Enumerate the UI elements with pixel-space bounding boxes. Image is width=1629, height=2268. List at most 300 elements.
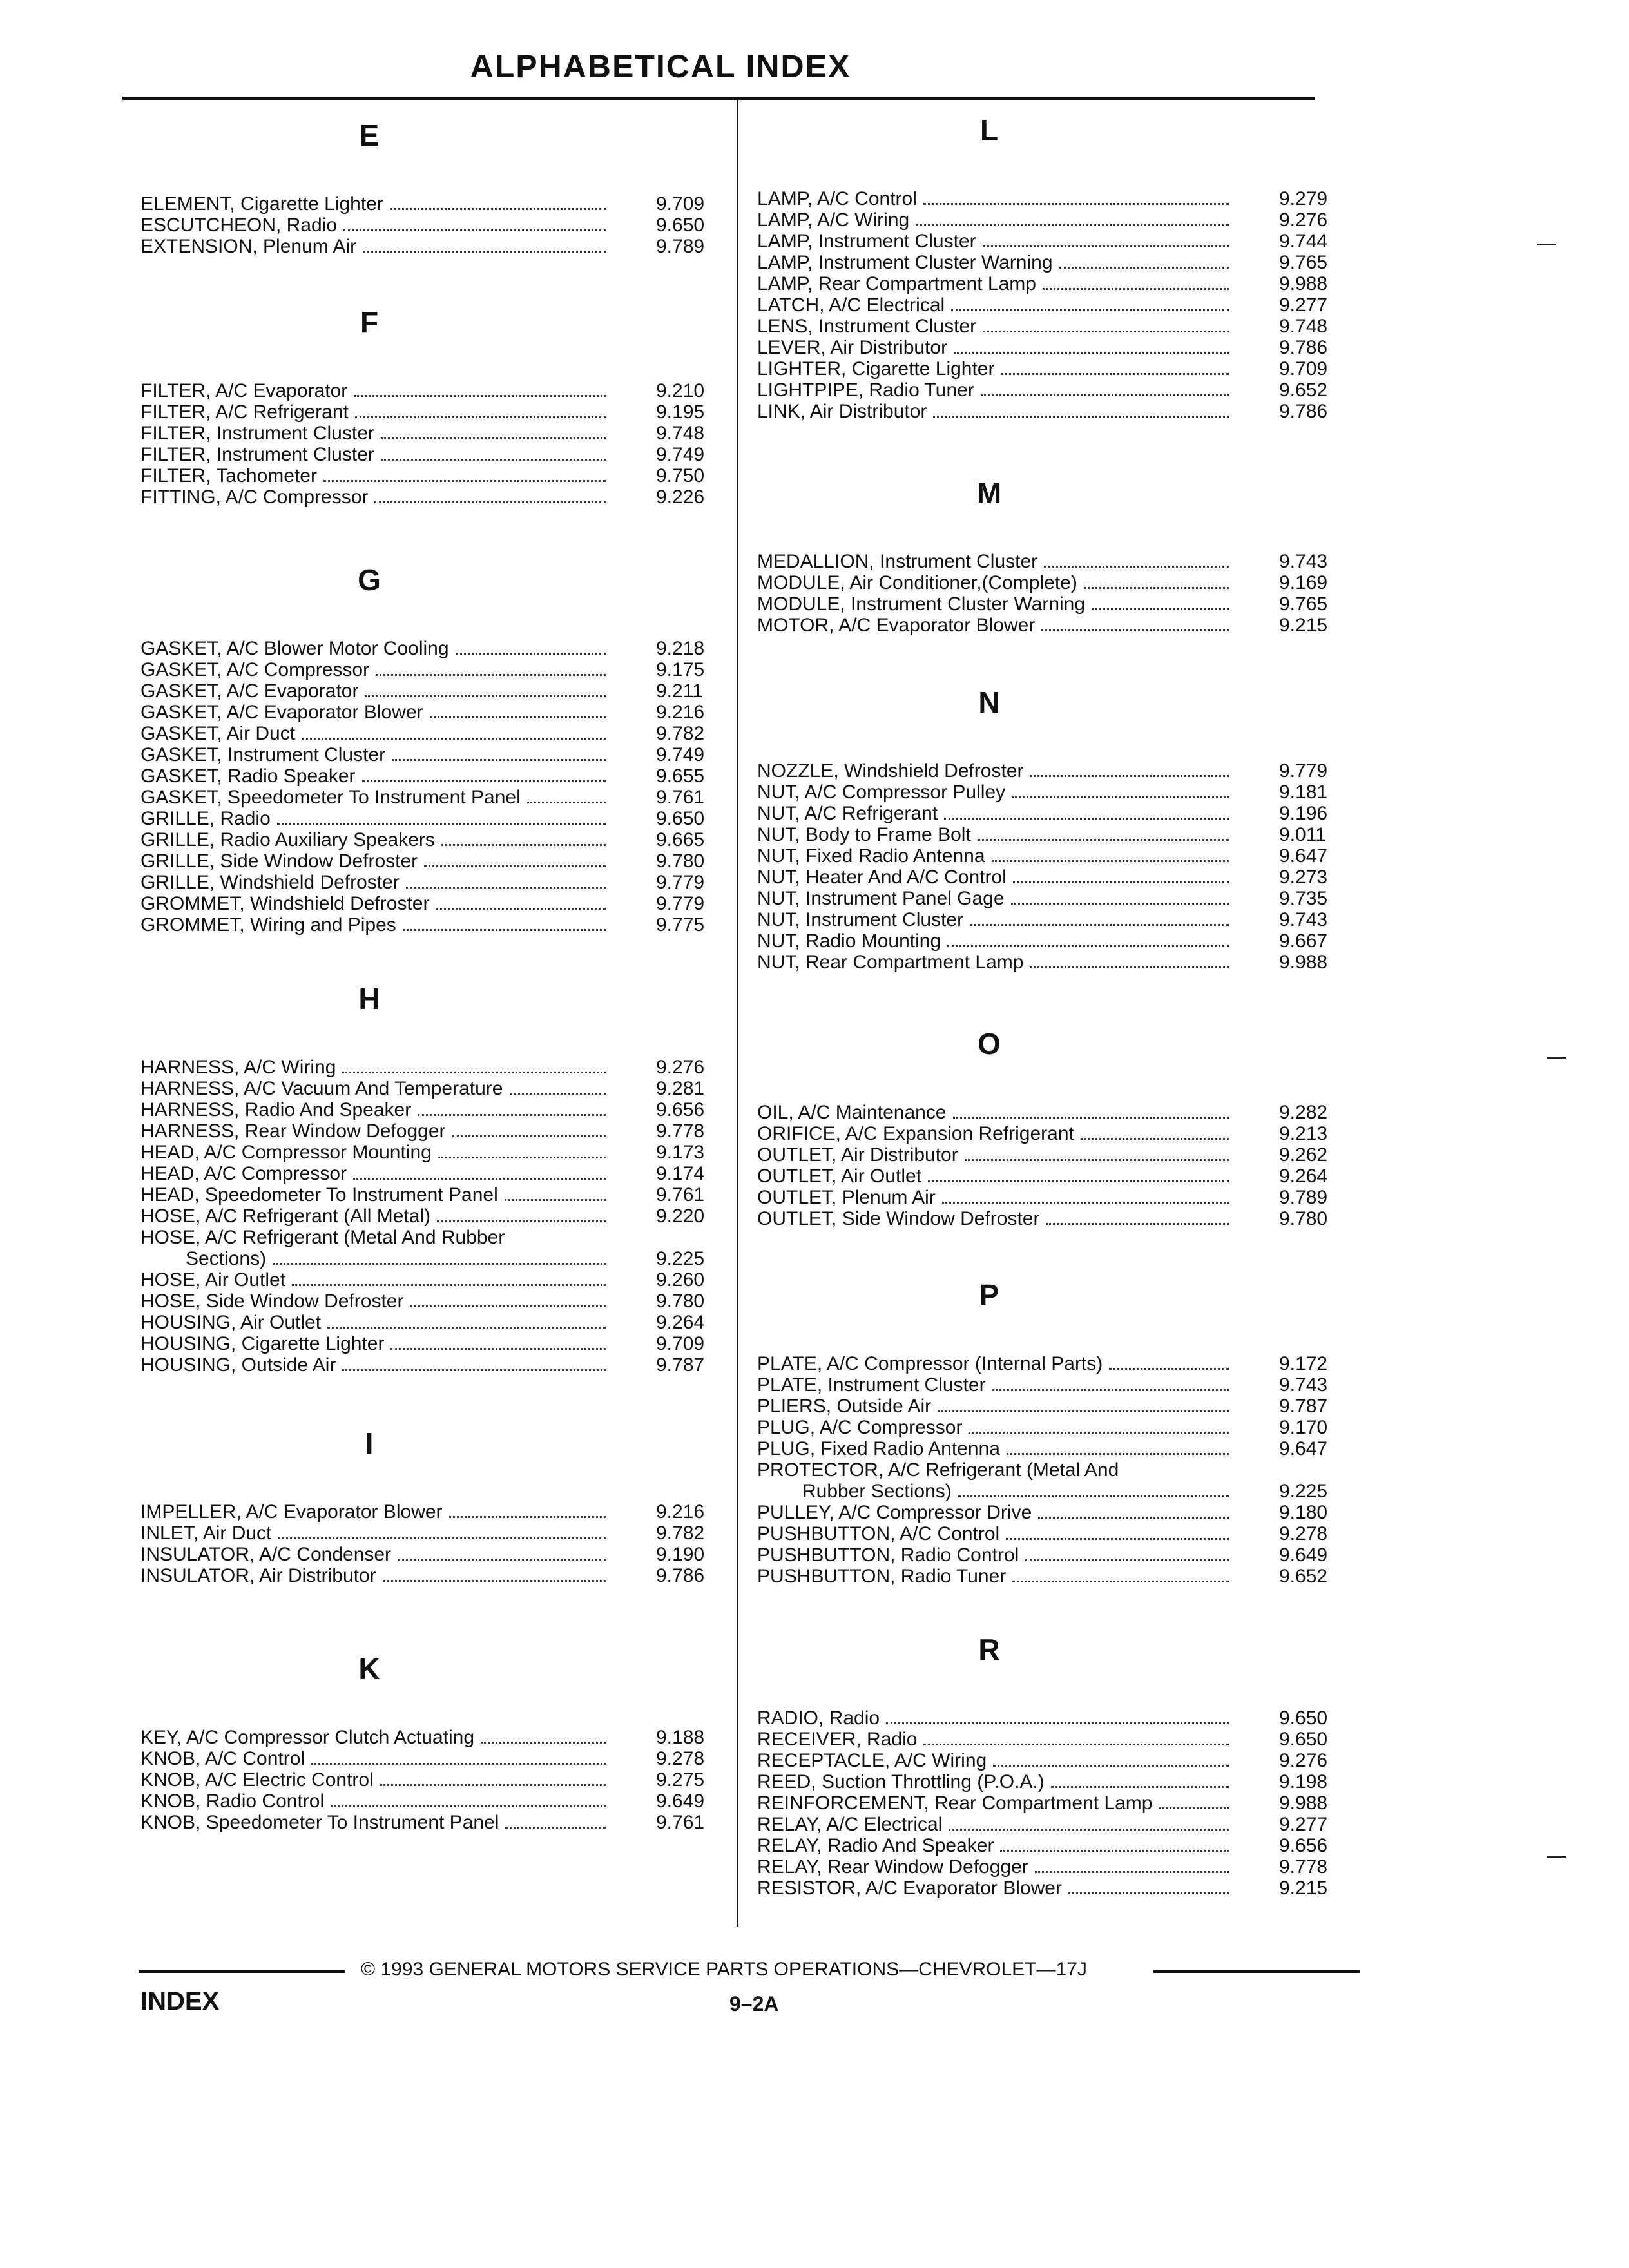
entry-name: LAMP, A/C Wiring	[757, 209, 910, 231]
entry-name: LIGHTPIPE, Radio Tuner	[757, 380, 974, 401]
entry-page-number: 9.277	[1279, 1814, 1328, 1835]
leader-dots	[390, 1348, 606, 1350]
leader-dots	[311, 1763, 606, 1765]
leader-dots	[958, 1495, 1229, 1497]
entry-name: FILTER, Instrument Cluster	[140, 444, 374, 465]
index-section-m	[757, 474, 1356, 636]
index-entry	[140, 1748, 733, 1769]
entry-name: PLATE, A/C Compressor (Internal Parts)	[757, 1353, 1103, 1374]
entry-page-number: 9.649	[1279, 1544, 1328, 1566]
entry-name: LAMP, A/C Control	[757, 188, 917, 209]
index-entry	[140, 829, 733, 850]
page-title: ALPHABETICAL INDEX	[470, 48, 851, 84]
title-rule	[122, 97, 1315, 100]
entry-page-number: 9.273	[1279, 867, 1328, 888]
entry-page-number: 9.215	[1279, 615, 1328, 636]
index-entry	[140, 1333, 733, 1354]
index-entry	[140, 1501, 733, 1523]
entry-page-number: 9.216	[656, 1501, 705, 1523]
index-entry	[757, 1481, 1356, 1502]
index-entry	[140, 1142, 733, 1163]
entry-name: KNOB, A/C Control	[140, 1748, 305, 1769]
index-entry	[757, 1374, 1356, 1396]
entry-page-number: 9.652	[1279, 380, 1328, 401]
section-letter: I	[365, 1427, 374, 1460]
entry-page-number: 9.281	[656, 1078, 705, 1099]
entry-name: HOUSING, Cigarette Lighter	[140, 1333, 385, 1354]
leader-dots	[1030, 775, 1229, 777]
index-entry	[140, 193, 733, 215]
leader-dots	[381, 437, 606, 439]
entry-name: LAMP, Instrument Cluster Warning	[757, 252, 1053, 273]
entry-page-number: 9.211	[656, 680, 703, 702]
entry-name: LAMP, Instrument Cluster	[757, 231, 976, 252]
leader-dots	[380, 1784, 606, 1786]
leader-dots	[1051, 1786, 1229, 1788]
leader-dots	[886, 1722, 1229, 1724]
leader-dots	[1000, 1850, 1229, 1852]
leader-dots	[923, 203, 1229, 205]
leader-dots	[1038, 1517, 1229, 1519]
entry-name: HOSE, A/C Refrigerant (Metal And Rubber	[140, 1227, 505, 1248]
entry-page-number: 9.779	[656, 872, 705, 893]
leader-dots	[406, 887, 606, 889]
entry-name: GROMMET, Wiring and Pipes	[140, 914, 396, 936]
index-section-i	[140, 1424, 733, 1586]
entry-page-number: 9.210	[656, 380, 705, 401]
entry-name: OUTLET, Air Distributor	[757, 1144, 958, 1166]
leader-dots	[1159, 1807, 1229, 1809]
index-entry	[140, 1078, 733, 1099]
column-divider	[737, 97, 738, 1927]
entry-name: PLUG, A/C Compressor	[757, 1417, 963, 1438]
leader-dots	[1084, 587, 1229, 589]
entry-name: IMPELLER, A/C Evaporator Blower	[140, 1501, 443, 1523]
leader-dots	[970, 924, 1229, 926]
index-section-o	[757, 1024, 1356, 1229]
index-entry	[140, 1269, 733, 1291]
index-entry	[140, 1206, 733, 1227]
index-entry	[757, 1144, 1356, 1166]
index-section-k	[140, 1649, 733, 1833]
section-letter: R	[978, 1633, 1000, 1666]
leader-dots	[418, 1114, 606, 1116]
entry-page-number: 9.225	[656, 1248, 705, 1269]
index-entry	[140, 380, 733, 401]
index-entry	[757, 803, 1356, 824]
index-entry	[140, 444, 733, 465]
entry-name: ESCUTCHEON, Radio	[140, 215, 338, 236]
leader-dots	[362, 780, 606, 782]
entry-name: RELAY, Radio And Speaker	[757, 1835, 994, 1856]
leader-dots	[374, 501, 606, 503]
index-entry	[757, 1502, 1356, 1523]
index-entry	[757, 1566, 1356, 1587]
index-entry	[757, 930, 1356, 952]
entry-name: HEAD, A/C Compressor Mounting	[140, 1142, 432, 1163]
entry-page-number: 9.264	[1279, 1166, 1328, 1187]
entry-page-number: 9.748	[656, 423, 705, 444]
entry-name: GASKET, A/C Blower Motor Cooling	[140, 638, 449, 659]
leader-dots	[342, 1369, 606, 1371]
index-entry	[140, 486, 733, 508]
index-entry	[757, 952, 1356, 973]
entry-page-number: 9.782	[656, 723, 705, 744]
leader-dots	[978, 839, 1229, 841]
leader-dots	[278, 1537, 606, 1539]
leader-dots	[1006, 1538, 1229, 1540]
entry-name: HOUSING, Outside Air	[140, 1354, 336, 1376]
entry-name: PULLEY, A/C Compressor Drive	[757, 1502, 1032, 1523]
entry-page-number: 9.218	[656, 638, 705, 659]
leader-dots	[354, 395, 606, 397]
entry-page-number: 9.789	[1279, 1187, 1328, 1208]
entry-name: KNOB, A/C Electric Control	[140, 1769, 374, 1791]
section-letter: O	[978, 1027, 1001, 1061]
footer-copyright: © 1993 GENERAL MOTORS SERVICE PARTS OPERATIONS—CHEVROLET—17J	[361, 1959, 1087, 1980]
index-section-n	[757, 683, 1356, 973]
entry-name: LATCH, A/C Electrical	[757, 294, 945, 316]
entry-page-number: 9.744	[1279, 231, 1328, 252]
leader-dots	[1041, 629, 1229, 631]
entry-page-number: 9.775	[656, 914, 705, 936]
index-entry	[140, 215, 733, 236]
entry-page-number: 9.647	[1279, 845, 1328, 867]
entry-name: Sections)	[186, 1248, 267, 1269]
entry-page-number: 9.665	[656, 829, 705, 850]
index-entry	[140, 1544, 733, 1565]
entry-page-number: 9.220	[656, 1206, 705, 1227]
section-letter: E	[359, 119, 380, 152]
index-entry	[140, 1727, 733, 1748]
index-entry	[757, 231, 1356, 252]
entry-name: OIL, A/C Maintenance	[757, 1102, 947, 1123]
leader-dots	[1081, 1138, 1229, 1140]
entry-page-number: 9.761	[656, 1812, 705, 1833]
entry-page-number: 9.782	[656, 1523, 705, 1544]
leader-dots	[983, 245, 1229, 247]
entry-page-number: 9.780	[1279, 1208, 1328, 1229]
index-entry	[140, 1057, 733, 1078]
entry-page-number: 9.180	[1279, 1502, 1328, 1523]
entry-page-number: 9.195	[656, 401, 705, 423]
index-entry	[757, 1523, 1356, 1544]
leader-dots	[951, 309, 1229, 311]
entry-page-number: 9.765	[1279, 593, 1328, 615]
entry-page-number: 9.264	[656, 1312, 705, 1333]
entry-name: RESISTOR, A/C Evaporator Blower	[757, 1878, 1062, 1899]
entry-page-number: 9.649	[656, 1791, 705, 1812]
index-entry	[757, 1814, 1356, 1835]
entry-name: KEY, A/C Compressor Clutch Actuating	[140, 1727, 475, 1748]
entry-page-number: 9.011	[1279, 824, 1326, 845]
leader-dots	[1092, 608, 1229, 610]
entry-page-number: 9.709	[656, 193, 705, 215]
leader-dots	[1025, 1559, 1229, 1561]
entry-page-number: 9.786	[1279, 401, 1328, 422]
index-entry	[757, 1750, 1356, 1771]
entry-name: NUT, Radio Mounting	[757, 930, 941, 952]
leader-dots	[273, 1263, 606, 1265]
entry-name: PROTECTOR, A/C Refrigerant (Metal And	[757, 1459, 1119, 1481]
entry-name: RELAY, A/C Electrical	[757, 1814, 943, 1835]
entry-name: NOZZLE, Windshield Defroster	[757, 760, 1024, 782]
entry-name: RECEIVER, Radio	[757, 1729, 918, 1750]
section-letter: P	[979, 1278, 999, 1312]
entry-name: LENS, Instrument Cluster	[757, 316, 977, 337]
index-entry	[140, 723, 733, 744]
leader-dots	[365, 695, 606, 697]
section-letter: H	[358, 982, 380, 1015]
entry-page-number: 9.650	[1279, 1707, 1328, 1729]
leader-dots	[410, 1305, 606, 1307]
entry-page-number: 9.655	[656, 765, 705, 787]
entry-name: HARNESS, A/C Vacuum And Temperature	[140, 1078, 503, 1099]
leader-dots	[403, 929, 606, 931]
index-entry	[757, 1544, 1356, 1566]
entry-name: NUT, A/C Refrigerant	[757, 803, 938, 824]
leader-dots	[353, 1178, 606, 1180]
entry-page-number: 9.276	[1279, 1750, 1328, 1771]
entry-name: HOUSING, Air Outlet	[140, 1312, 322, 1333]
leader-dots	[1046, 1223, 1229, 1225]
entry-name: FILTER, Tachometer	[140, 465, 317, 486]
index-entry	[140, 638, 733, 659]
entry-name: RELAY, Rear Window Defogger	[757, 1856, 1028, 1878]
leader-dots	[1059, 267, 1229, 269]
entry-name: EXTENSION, Plenum Air	[140, 236, 357, 257]
entry-name: INSULATOR, A/C Condenser	[140, 1544, 392, 1565]
entry-page-number: 9.656	[656, 1099, 705, 1120]
section-letter: F	[360, 305, 379, 339]
entry-name: FILTER, A/C Evaporator	[140, 380, 348, 401]
index-entry	[757, 1792, 1356, 1814]
leader-dots	[355, 416, 606, 418]
leader-dots	[1011, 903, 1229, 905]
entry-name: GASKET, A/C Evaporator	[140, 680, 359, 702]
leader-dots	[510, 1093, 606, 1095]
index-entry	[757, 572, 1356, 593]
entry-page-number: 9.650	[656, 808, 705, 829]
entry-name: HEAD, Speedometer To Instrument Panel	[140, 1184, 498, 1206]
entry-page-number: 9.278	[1279, 1523, 1328, 1544]
leader-dots	[1007, 1453, 1229, 1455]
leader-dots	[381, 459, 606, 461]
entry-page-number: 9.988	[1279, 273, 1328, 294]
entry-name: HOSE, Side Window Defroster	[140, 1291, 404, 1312]
index-entry	[140, 808, 733, 829]
index-entry	[757, 1396, 1356, 1417]
entry-page-number: 9.778	[1279, 1856, 1328, 1878]
entry-name: NUT, Heater And A/C Control	[757, 867, 1007, 888]
entry-name: MEDALLION, Instrument Cluster	[757, 551, 1038, 572]
index-entry	[757, 252, 1356, 273]
entry-page-number: 9.780	[656, 1291, 705, 1312]
entry-page-number: 9.279	[1279, 188, 1328, 209]
entry-name: LIGHTER, Cigarette Lighter	[757, 358, 995, 380]
entry-page-number: 9.709	[1279, 358, 1328, 380]
footer-rule-right	[1153, 1970, 1360, 1973]
entry-page-number: 9.275	[656, 1769, 705, 1791]
entry-page-number: 9.778	[656, 1120, 705, 1142]
leader-dots	[944, 818, 1229, 820]
entry-name: NUT, Instrument Cluster	[757, 909, 964, 930]
index-entry	[140, 1769, 733, 1791]
leader-dots	[1001, 373, 1229, 375]
index-entry	[140, 680, 733, 702]
entry-name: HOSE, Air Outlet	[140, 1269, 286, 1291]
entry-page-number: 9.282	[1279, 1102, 1328, 1123]
entry-name: PLATE, Instrument Cluster	[757, 1374, 986, 1396]
index-section-h	[140, 979, 733, 1376]
entry-name: ELEMENT, Cigarette Lighter	[140, 193, 383, 215]
index-section-f	[140, 303, 733, 508]
entry-page-number: 9.225	[1279, 1481, 1328, 1502]
entry-page-number: 9.181	[1279, 782, 1328, 803]
entry-page-number: 9.786	[656, 1565, 705, 1586]
leader-dots	[992, 860, 1229, 862]
index-entry	[140, 1248, 733, 1269]
entry-page-number: 9.761	[656, 1184, 705, 1206]
leader-dots	[392, 759, 606, 761]
entry-page-number: 9.667	[1279, 930, 1328, 952]
section-letter: L	[979, 113, 999, 147]
entry-page-number: 9.277	[1279, 294, 1328, 316]
index-entry	[140, 1099, 733, 1120]
leader-dots	[969, 1432, 1229, 1434]
entry-name: HARNESS, Radio And Speaker	[140, 1099, 412, 1120]
entry-page-number: 9.650	[656, 215, 705, 236]
leader-dots	[323, 480, 606, 482]
leader-dots	[277, 823, 606, 825]
index-entry	[140, 850, 733, 872]
entry-name: REINFORCEMENT, Rear Compartment Lamp	[757, 1792, 1153, 1814]
entry-page-number: 9.749	[656, 444, 705, 465]
leader-dots	[942, 1202, 1229, 1204]
entry-name: FILTER, A/C Refrigerant	[140, 401, 349, 423]
index-entry	[757, 1856, 1356, 1878]
entry-name: NUT, Body to Frame Bolt	[757, 824, 971, 845]
index-entry	[757, 273, 1356, 294]
entry-page-number: 9.748	[1279, 316, 1328, 337]
leader-dots	[441, 844, 606, 846]
leader-dots	[456, 653, 606, 655]
index-entry	[140, 872, 733, 893]
entry-name: GASKET, A/C Evaporator Blower	[140, 702, 423, 723]
entry-name: ORIFICE, A/C Expansion Refrigerant	[757, 1123, 1074, 1144]
index-entry	[757, 760, 1356, 782]
entry-name: GRILLE, Side Window Defroster	[140, 850, 418, 872]
index-entry	[140, 423, 733, 444]
footer-page-number: 9–2A	[729, 1992, 779, 2015]
entry-page-number: 9.709	[656, 1333, 705, 1354]
entry-name: HOSE, A/C Refrigerant (All Metal)	[140, 1206, 431, 1227]
index-entry	[140, 1227, 733, 1248]
leader-dots	[947, 945, 1229, 947]
index-section-p	[757, 1276, 1356, 1587]
entry-name: PLIERS, Outside Air	[757, 1396, 932, 1417]
leader-dots	[481, 1742, 606, 1744]
entry-name: RECEPTACLE, A/C Wiring	[757, 1750, 987, 1771]
entry-name: NUT, Instrument Panel Gage	[757, 888, 1005, 909]
index-section-g	[140, 561, 733, 936]
leader-dots	[398, 1559, 606, 1561]
index-entry	[757, 1208, 1356, 1229]
entry-name: PUSHBUTTON, Radio Control	[757, 1544, 1019, 1566]
index-entry	[140, 914, 733, 936]
index-entry	[757, 824, 1356, 845]
index-entry	[140, 1523, 733, 1544]
entry-page-number: 9.786	[1279, 337, 1328, 358]
entry-name: LINK, Air Distributor	[757, 401, 927, 422]
index-entry	[757, 1771, 1356, 1792]
leader-dots	[1012, 1581, 1229, 1582]
entry-page-number: 9.216	[656, 702, 705, 723]
leader-dots	[933, 416, 1229, 418]
entry-page-number: 9.765	[1279, 252, 1328, 273]
entry-page-number: 9.656	[1279, 1835, 1328, 1856]
leader-dots	[437, 1220, 606, 1222]
entry-name: Rubber Sections)	[802, 1481, 952, 1502]
index-entry	[140, 744, 733, 765]
index-entry	[140, 702, 733, 723]
leader-dots	[342, 1072, 606, 1073]
index-entry	[757, 615, 1356, 636]
entry-page-number: 9.260	[656, 1269, 705, 1291]
index-entry	[757, 888, 1356, 909]
entry-page-number: 9.172	[1279, 1353, 1328, 1374]
leader-dots	[965, 1159, 1229, 1161]
index-entry	[140, 1312, 733, 1333]
entry-page-number: 9.213	[1279, 1123, 1328, 1144]
entry-page-number: 9.761	[656, 787, 705, 808]
leader-dots	[981, 394, 1229, 396]
entry-name: GRILLE, Radio	[140, 808, 271, 829]
index-entry	[140, 659, 733, 680]
entry-page-number: 9.276	[656, 1057, 705, 1078]
entry-name: HARNESS, A/C Wiring	[140, 1057, 336, 1078]
leader-dots	[954, 352, 1229, 354]
entry-name: PLUG, Fixed Radio Antenna	[757, 1438, 1000, 1459]
entry-name: LAMP, Rear Compartment Lamp	[757, 273, 1036, 294]
entry-page-number: 9.174	[656, 1163, 705, 1184]
entry-page-number: 9.196	[1279, 803, 1328, 824]
index-entry	[757, 294, 1356, 316]
leader-dots	[505, 1827, 606, 1829]
index-entry	[757, 1878, 1356, 1899]
index-section-e	[140, 116, 733, 257]
leader-dots	[331, 1805, 606, 1807]
leader-dots	[1109, 1368, 1229, 1370]
entry-page-number: 9.750	[656, 465, 705, 486]
entry-page-number: 9.988	[1279, 1792, 1328, 1814]
index-entry	[757, 1417, 1356, 1438]
entry-page-number: 9.647	[1279, 1438, 1328, 1459]
entry-name: OUTLET, Air Outlet	[757, 1166, 922, 1187]
entry-page-number: 9.278	[656, 1748, 705, 1769]
entry-name: OUTLET, Side Window Defroster	[757, 1208, 1040, 1229]
index-entry	[757, 1459, 1356, 1481]
entry-name: GASKET, Speedometer To Instrument Panel	[140, 787, 521, 808]
margin-tick	[1547, 1856, 1566, 1858]
entry-name: GRILLE, Radio Auxiliary Speakers	[140, 829, 435, 850]
index-entry	[757, 401, 1356, 422]
entry-name: LEVER, Air Distributor	[757, 337, 948, 358]
entry-page-number: 9.198	[1279, 1771, 1328, 1792]
index-entry	[757, 188, 1356, 209]
leader-dots	[983, 331, 1229, 332]
index-entry	[757, 1187, 1356, 1208]
